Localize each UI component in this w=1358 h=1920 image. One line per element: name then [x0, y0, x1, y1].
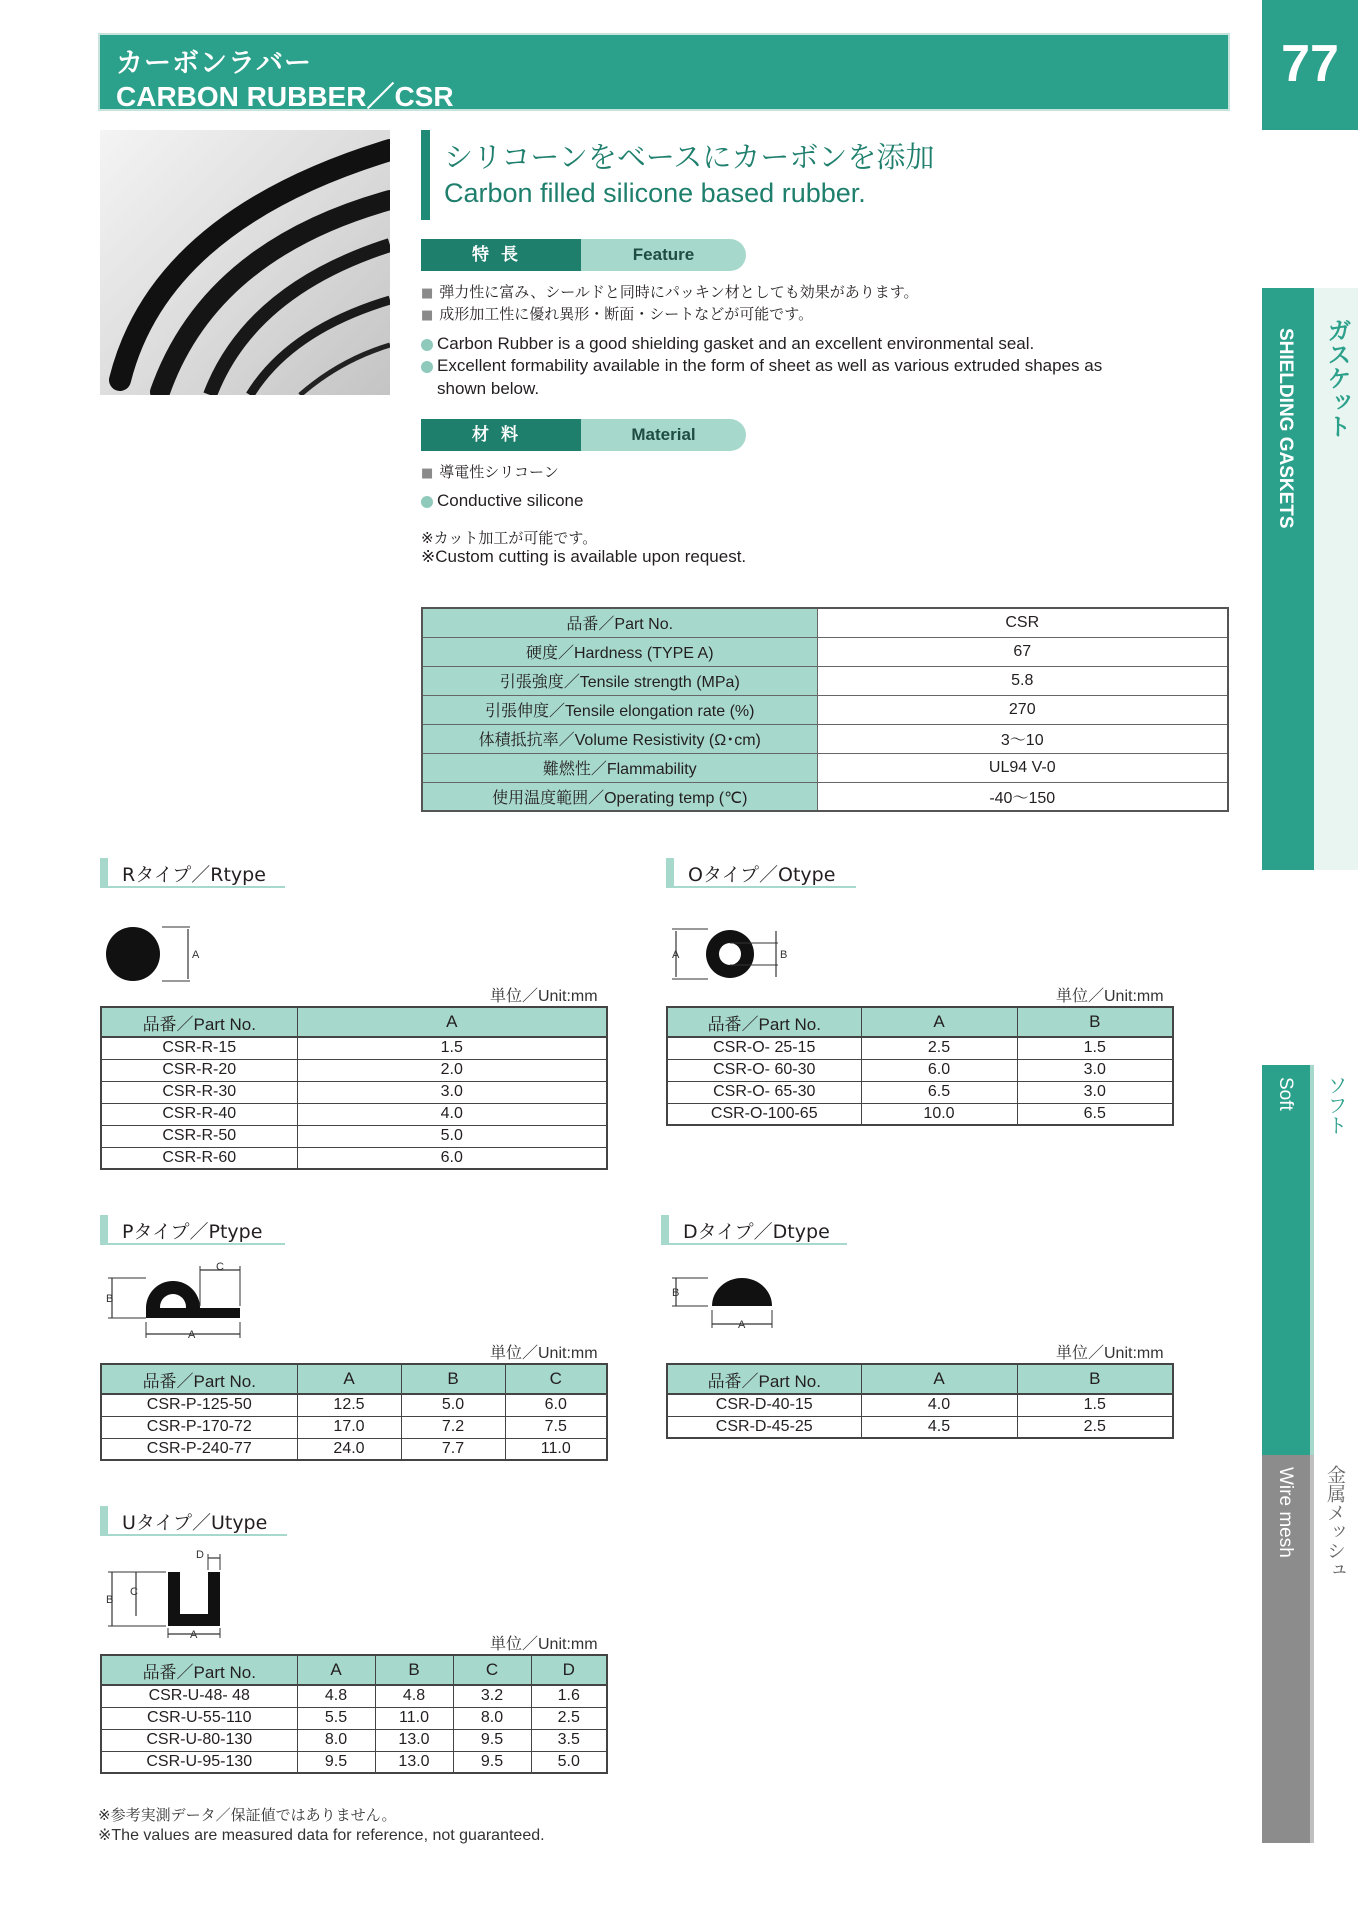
utype-diagram	[102, 1548, 242, 1638]
rtype-diagram	[100, 925, 210, 985]
material-label-en: Material	[581, 419, 746, 451]
cell: 1.5	[1017, 1394, 1173, 1416]
ptype-diagram	[102, 1262, 252, 1342]
cell: CSR-O-100-65	[667, 1103, 861, 1125]
cell: 4.5	[861, 1416, 1017, 1438]
cell: 9.5	[453, 1751, 531, 1773]
cell: 3.0	[297, 1081, 607, 1103]
svg-text:B: B	[106, 1594, 114, 1606]
cell: 5.5	[297, 1707, 375, 1729]
unit-label: 単位／Unit:mm	[1056, 988, 1164, 1005]
spec-key: 難燃性／Flammability	[422, 753, 817, 782]
svg-text:B: B	[780, 949, 788, 961]
cell: 1.5	[1017, 1037, 1173, 1059]
cell: CSR-U-55-110	[101, 1707, 297, 1729]
table-row	[101, 1394, 607, 1416]
spec-row	[422, 637, 1228, 666]
ptype-table	[100, 1363, 608, 1461]
feature-en-3: shown below.	[437, 379, 540, 398]
dtype-heading	[661, 1215, 847, 1245]
sidebar-tab-wire-mesh-jp[interactable]	[1310, 1455, 1358, 1843]
cell: 4.0	[297, 1103, 607, 1125]
cutting-note-jp: ※カット加工が可能です。	[421, 529, 598, 547]
feature-jp-1: ■ 弾力性に富み、シールドと同時にパッキン材としても効果があります。	[421, 281, 919, 305]
bullet-icon	[421, 339, 433, 351]
footnote-jp: ※参考実測データ／保証値ではありません。	[98, 1806, 397, 1824]
feature-en-1: Carbon Rubber is a good shielding gasket and an excellent environmental seal.	[437, 334, 1035, 353]
utype-table	[100, 1654, 608, 1774]
col-header: A	[861, 1007, 1017, 1037]
unit-label: 単位／Unit:mm	[490, 988, 598, 1005]
cell: 24.0	[297, 1438, 401, 1460]
cell: CSR-O- 60-30	[667, 1059, 861, 1081]
col-header: A	[297, 1364, 401, 1394]
cell: CSR-D-40-15	[667, 1394, 861, 1416]
cell: 10.0	[861, 1103, 1017, 1125]
cell: 5.0	[531, 1751, 607, 1773]
sidebar-tab-gaskets-jp[interactable]	[1310, 288, 1358, 870]
table-row	[101, 1685, 607, 1707]
cell: CSR-R-50	[101, 1125, 297, 1147]
cell: CSR-R-20	[101, 1059, 297, 1081]
spec-value: CSR	[817, 608, 1228, 637]
cell: CSR-R-40	[101, 1103, 297, 1125]
cell: 1.6	[531, 1685, 607, 1707]
spec-row	[422, 753, 1228, 782]
col-header: 品番／Part No.	[101, 1364, 297, 1394]
cell: 2.5	[1017, 1416, 1173, 1438]
cell: 4.0	[861, 1394, 1017, 1416]
cell: 3.5	[531, 1729, 607, 1751]
table-row	[101, 1081, 607, 1103]
table-row	[101, 1125, 607, 1147]
cell: 7.5	[505, 1416, 607, 1438]
material-jp: ■ 導電性シリコーン	[421, 461, 559, 485]
spec-table	[421, 607, 1229, 812]
material-en: Conductive silicone	[437, 491, 584, 510]
table-row	[101, 1103, 607, 1125]
cell: 6.0	[861, 1059, 1017, 1081]
spec-row	[422, 608, 1228, 637]
spec-row	[422, 782, 1228, 811]
cell: CSR-D-45-25	[667, 1416, 861, 1438]
page-number: 77	[1281, 35, 1339, 93]
sidebar-wire-en: Wire mesh	[1275, 1467, 1296, 1558]
cell: CSR-U-80-130	[101, 1729, 297, 1751]
spec-row	[422, 724, 1228, 753]
headline-jp: シリコーンをベースにカーボンを添加	[444, 140, 935, 174]
rtype-table	[100, 1006, 608, 1170]
cell: 2.5	[531, 1707, 607, 1729]
col-header: A	[297, 1007, 607, 1037]
cell: CSR-P-125-50	[101, 1394, 297, 1416]
cell: 4.8	[375, 1685, 453, 1707]
table-row	[101, 1729, 607, 1751]
cell: 7.2	[401, 1416, 505, 1438]
col-header: A	[297, 1655, 375, 1685]
cell: CSR-U-48- 48	[101, 1685, 297, 1707]
svg-text:A: A	[190, 1629, 198, 1638]
spec-value: 5.8	[817, 666, 1228, 695]
cell: 3.0	[1017, 1059, 1173, 1081]
title-bar	[98, 33, 1230, 111]
table-row	[667, 1059, 1173, 1081]
spec-key: 引張伸度／Tensile elongation rate (%)	[422, 695, 817, 724]
feature-label-en: Feature	[581, 239, 746, 271]
cell: 11.0	[375, 1707, 453, 1729]
otype-title: Oタイプ／Otype	[688, 864, 836, 886]
unit-label: 単位／Unit:mm	[490, 1636, 598, 1653]
spec-value: UL94 V-0	[817, 753, 1228, 782]
cell: 8.0	[297, 1729, 375, 1751]
sidebar-tab-gaskets[interactable]	[1262, 288, 1310, 870]
cell: 17.0	[297, 1416, 401, 1438]
spec-key: 品番／Part No.	[422, 608, 817, 637]
sidebar-wire-jp: 金属メッシュ	[1324, 1465, 1346, 1579]
cell: 6.5	[1017, 1103, 1173, 1125]
otype-heading	[666, 858, 856, 888]
spec-key: 体積抵抗率／Volume Resistivity (Ω･cm)	[422, 724, 817, 753]
cell: 7.7	[401, 1438, 505, 1460]
sidebar-tab-wire-mesh[interactable]	[1262, 1455, 1310, 1843]
cell: 4.8	[297, 1685, 375, 1707]
cell: CSR-R-30	[101, 1081, 297, 1103]
page-title-en: CARBON RUBBER／CSR	[116, 81, 454, 112]
cell: 3.0	[1017, 1081, 1173, 1103]
page-title-jp: カーボンラバー	[116, 48, 312, 79]
cell: 9.5	[297, 1751, 375, 1773]
otype-table	[666, 1006, 1174, 1126]
spec-row	[422, 695, 1228, 724]
utype-heading	[100, 1506, 287, 1536]
table-row	[667, 1081, 1173, 1103]
svg-text:B: B	[672, 1287, 680, 1299]
col-header: D	[531, 1655, 607, 1685]
spec-value: 270	[817, 695, 1228, 724]
table-row	[101, 1751, 607, 1773]
cell: 6.0	[505, 1394, 607, 1416]
dtype-title: Dタイプ／Dtype	[683, 1221, 830, 1243]
cell: 13.0	[375, 1729, 453, 1751]
table-row	[101, 1438, 607, 1460]
cell: 9.5	[453, 1729, 531, 1751]
dtype-table	[666, 1363, 1174, 1439]
dtype-diagram	[668, 1270, 788, 1340]
cell: CSR-P-170-72	[101, 1416, 297, 1438]
cell: CSR-R-60	[101, 1147, 297, 1169]
cell: 8.0	[453, 1707, 531, 1729]
cell: 2.5	[861, 1037, 1017, 1059]
spec-row	[422, 666, 1228, 695]
svg-text:A: A	[192, 949, 200, 961]
svg-text:A: A	[738, 1319, 746, 1331]
unit-label: 単位／Unit:mm	[490, 1345, 598, 1362]
rtype-heading	[100, 858, 285, 888]
col-header: 品番／Part No.	[101, 1655, 297, 1685]
col-header: B	[1017, 1364, 1173, 1394]
material-label	[421, 419, 746, 451]
cell: 3.2	[453, 1685, 531, 1707]
feature-jp-2: ■ 成形加工性に優れ異形・断面・シートなどが可能です。	[421, 303, 813, 327]
svg-text:A: A	[672, 949, 680, 961]
cell: 6.0	[297, 1147, 607, 1169]
utype-title: Uタイプ／Utype	[122, 1512, 268, 1534]
otype-diagram	[668, 925, 798, 985]
feature-label-jp: 特長	[421, 239, 581, 271]
spec-value: 67	[817, 637, 1228, 666]
headline-accent	[421, 130, 430, 220]
cell: 1.5	[297, 1037, 607, 1059]
spec-value: -40～150	[817, 782, 1228, 811]
cell: 6.5	[861, 1081, 1017, 1103]
bullet-icon	[421, 361, 433, 373]
cell: 13.0	[375, 1751, 453, 1773]
headline-en: Carbon filled silicone based rubber.	[444, 178, 866, 208]
ptype-title: Pタイプ／Ptype	[122, 1221, 263, 1243]
col-header: C	[505, 1364, 607, 1394]
svg-text:A: A	[188, 1329, 196, 1341]
table-row	[667, 1416, 1173, 1438]
svg-text:D: D	[196, 1549, 204, 1561]
table-row	[101, 1147, 607, 1169]
table-row	[667, 1103, 1173, 1125]
table-row	[101, 1037, 607, 1059]
col-header: 品番／Part No.	[667, 1364, 861, 1394]
table-row	[667, 1394, 1173, 1416]
table-row	[101, 1707, 607, 1729]
sidebar-gaskets-en: SHIELDING GASKETS	[1275, 328, 1296, 529]
cell: CSR-U-95-130	[101, 1751, 297, 1773]
rtype-title: Rタイプ／Rtype	[122, 864, 266, 886]
sidebar-tab-soft-jp[interactable]	[1310, 1065, 1358, 1455]
cell: 12.5	[297, 1394, 401, 1416]
cell: 5.0	[401, 1394, 505, 1416]
cell: CSR-O- 25-15	[667, 1037, 861, 1059]
feature-label	[421, 239, 746, 271]
table-row	[101, 1059, 607, 1081]
footnote-en: ※The values are measured data for reference, not guaranteed.	[98, 1827, 545, 1844]
page-number-tab	[1262, 0, 1358, 130]
ptype-heading	[100, 1215, 285, 1245]
svg-text:C: C	[216, 1262, 224, 1273]
col-header: 品番／Part No.	[101, 1007, 297, 1037]
spec-value: 3～10	[817, 724, 1228, 753]
spec-key: 引張強度／Tensile strength (MPa)	[422, 666, 817, 695]
material-label-jp: 材料	[421, 419, 581, 451]
col-header: B	[375, 1655, 453, 1685]
bullet-icon	[421, 496, 433, 508]
product-photo	[100, 130, 390, 395]
col-header: A	[861, 1364, 1017, 1394]
cell: CSR-R-15	[101, 1037, 297, 1059]
sidebar-soft-en: Soft	[1275, 1077, 1296, 1111]
col-header: B	[401, 1364, 505, 1394]
cell: CSR-O- 65-30	[667, 1081, 861, 1103]
unit-label: 単位／Unit:mm	[1056, 1345, 1164, 1362]
col-header: 品番／Part No.	[667, 1007, 861, 1037]
col-header: C	[453, 1655, 531, 1685]
cell: CSR-P-240-77	[101, 1438, 297, 1460]
spec-key: 使用温度範囲／Operating temp (℃)	[422, 782, 817, 811]
table-row	[101, 1416, 607, 1438]
cell: 2.0	[297, 1059, 607, 1081]
cell: 5.0	[297, 1125, 607, 1147]
sidebar-tab-soft[interactable]	[1262, 1065, 1310, 1455]
table-row	[667, 1037, 1173, 1059]
feature-en-2: Excellent formability available in the form of sheet as well as various extruded shapes as	[437, 356, 1103, 375]
sidebar-soft-jp: ソフト	[1324, 1075, 1348, 1135]
sidebar-gaskets-jp: ガスケット	[1323, 318, 1351, 438]
cutting-note-en: ※Custom cutting is available upon request.	[421, 547, 747, 566]
spec-key: 硬度／Hardness (TYPE A)	[422, 637, 817, 666]
col-header: B	[1017, 1007, 1173, 1037]
cell: 11.0	[505, 1438, 607, 1460]
svg-text:B: B	[106, 1293, 114, 1305]
svg-text:C: C	[130, 1586, 138, 1598]
